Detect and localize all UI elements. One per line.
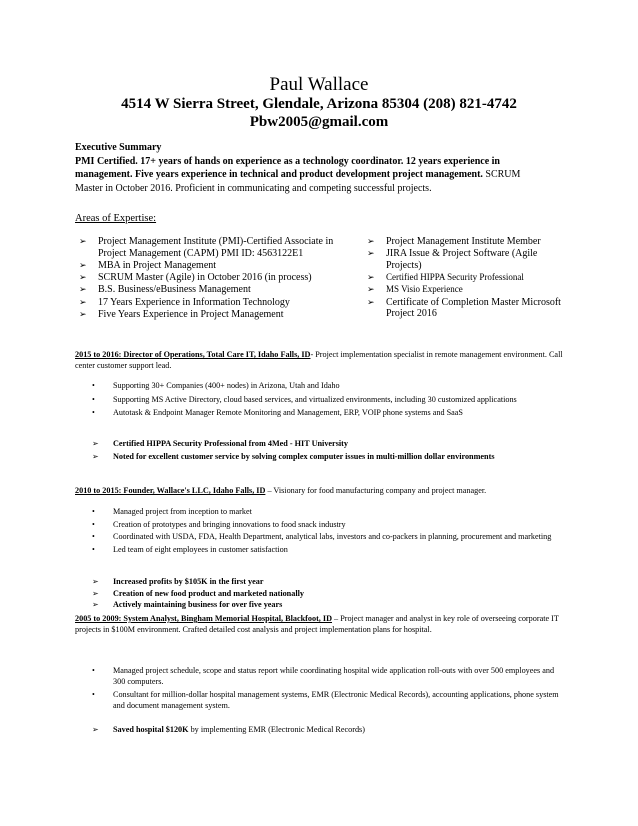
- job-title: 2010 to 2015: Founder, Wallace's LLC, Idaho Falls, ID: [75, 486, 266, 495]
- areas-left-column: [75, 236, 355, 321]
- area-item: ➢ MS Visio Experience: [367, 284, 463, 295]
- job-header: [75, 486, 565, 497]
- list-item: ➢ Certified HIPPA Security Professional from 4Med - HIT University: [92, 439, 348, 448]
- contact-email: Pbw2005@gmail.com: [249, 114, 389, 130]
- bullet-icon: •: [92, 690, 95, 700]
- arrow-bullet-icon: ➢: [92, 439, 99, 448]
- arrow-bullet-icon: ➢: [79, 236, 87, 246]
- job-highlights: [75, 439, 565, 462]
- area-item: ➢ 17 Years Experience in Information Technology: [79, 296, 290, 308]
- contact-address: 4514 W Sierra Street, Glendale, Arizona 85304 (208) 821-4742: [121, 96, 517, 112]
- job-duties: [75, 666, 565, 712]
- arrow-bullet-icon: ➢: [79, 296, 87, 307]
- arrow-bullet-icon: ➢: [367, 248, 375, 259]
- bullet-icon: •: [92, 519, 95, 529]
- arrow-bullet-icon: ➢: [79, 308, 87, 319]
- list-item: • Managed project schedule, scope and status report while coordinating hospital wide application roll-outs with over 500 employees and 300 computers.: [92, 666, 555, 686]
- bullet-icon: •: [92, 532, 95, 542]
- bullet-icon: •: [92, 507, 95, 516]
- list-item: ➢ Actively maintaining business for over five years: [92, 600, 283, 610]
- job-duties: [75, 507, 565, 556]
- summary-heading: Executive Summary: [75, 142, 162, 153]
- area-item: ➢ Certified HIPPA Security Professional: [367, 272, 524, 283]
- candidate-name: Paul Wallace: [269, 74, 369, 95]
- bullet-icon: •: [92, 408, 95, 418]
- list-item: • Supporting 30+ Companies (400+ nodes) in Arizona, Utah and Idaho: [92, 381, 340, 390]
- list-item: ➢ Creation of new food product and marketed nationally: [92, 588, 304, 598]
- list-item: ➢ Noted for excellent customer service by solving complex computer issues in multi-million dollar environments: [92, 451, 495, 461]
- job-description: – Visionary for food manufacturing company and project manager.: [265, 486, 487, 495]
- area-item: ➢ JIRA Issue & Project Software (Agile Projects): [367, 248, 538, 271]
- arrow-bullet-icon: ➢: [367, 284, 375, 295]
- job-description: – Project manager and analyst in key role of overseeing corporate IT projects in $100M environment. Crafted detailed cost analysis and project implementation plans for hospital.: [75, 614, 559, 634]
- list-item: ➢ Increased profits by $105K in the first year: [92, 577, 264, 586]
- list-item: ➢ Saved hospital $120K by implementing EMR (Electronic Medical Records): [92, 725, 365, 734]
- list-item: • Autotask & Endpoint Manager Remote Monitoring and Management, ERP, VOIP phone systems and SaaS: [92, 408, 463, 418]
- list-item: • Creation of prototypes and bringing innovations to food snack industry: [92, 519, 346, 529]
- bullet-icon: •: [92, 394, 95, 404]
- area-item: ➢ B.S. Business/eBusiness Management: [79, 284, 251, 296]
- arrow-bullet-icon: ➢: [79, 284, 87, 295]
- arrow-bullet-icon: ➢: [92, 588, 99, 598]
- area-item: ➢ Project Management Institute Member: [367, 236, 541, 247]
- area-item: ➢ MBA in Project Management: [79, 259, 217, 271]
- arrow-bullet-icon: ➢: [367, 296, 375, 307]
- list-item: • Supporting MS Active Directory, cloud based services, and virtualized environments, including 30 customized applications: [92, 394, 517, 404]
- job-description: - Project implementation specialist in remote management environment. Call center customer support lead.: [75, 350, 563, 370]
- job-highlights: [75, 725, 565, 736]
- arrow-bullet-icon: ➢: [92, 725, 99, 734]
- list-item: • Coordinated with USDA, FDA, Health Department, analytical labs, investors and co-packers in planning, procurement and marketing: [92, 532, 552, 542]
- list-item: • Consultant for million-dollar hospital management systems, EMR (Electronic Medical Records), accounting applications, phone system and document management system.: [92, 690, 559, 711]
- summary-bold: PMI Certified. 17+ years of hands on experience as a technology coordinator. 12 years experience in management. Five years experience in technical and product development project management.: [75, 156, 500, 181]
- summary-text: [75, 155, 545, 195]
- arrow-bullet-icon: ➢: [79, 259, 87, 270]
- list-item: • Managed project from inception to market: [92, 507, 252, 516]
- job-header: [75, 614, 565, 635]
- job-title: 2005 to 2009: System Analyst, Bingham Memorial Hospital, Blackfoot, ID: [75, 614, 332, 623]
- areas-heading: Areas of Expertise:: [75, 213, 157, 224]
- arrow-bullet-icon: ➢: [367, 272, 375, 283]
- areas-right-column: [363, 236, 563, 320]
- arrow-bullet-icon: ➢: [92, 451, 99, 461]
- job-highlights: [75, 577, 565, 611]
- list-item: • Led team of eight employees in customer satisfaction: [92, 545, 288, 555]
- area-item: ➢ Five Years Experience in Project Management: [79, 308, 284, 320]
- summary-plain: SCRUM Master in October 2016. Proficient in communicating and competing successful projects.: [75, 169, 521, 194]
- arrow-bullet-icon: ➢: [79, 272, 87, 283]
- area-item: ➢ SCRUM Master (Agile) in October 2016 (in process): [79, 272, 312, 284]
- area-item: ➢ Certificate of Completion Master Microsoft Project 2016: [367, 296, 561, 320]
- arrow-bullet-icon: ➢: [92, 577, 99, 586]
- bullet-icon: •: [92, 545, 95, 555]
- arrow-bullet-icon: ➢: [92, 600, 99, 610]
- area-item: ➢ Project Management Institute (PMI)-Certified Associate in Project Management (CAPM) PMI ID: 4563122E1: [79, 236, 334, 259]
- bullet-icon: •: [92, 381, 95, 390]
- arrow-bullet-icon: ➢: [367, 236, 375, 246]
- job-header: [75, 350, 565, 371]
- bullet-icon: •: [92, 666, 95, 675]
- job-title: 2015 to 2016: Director of Operations, Total Care IT, Idaho Falls, ID: [75, 350, 311, 359]
- job-duties: [75, 381, 565, 419]
